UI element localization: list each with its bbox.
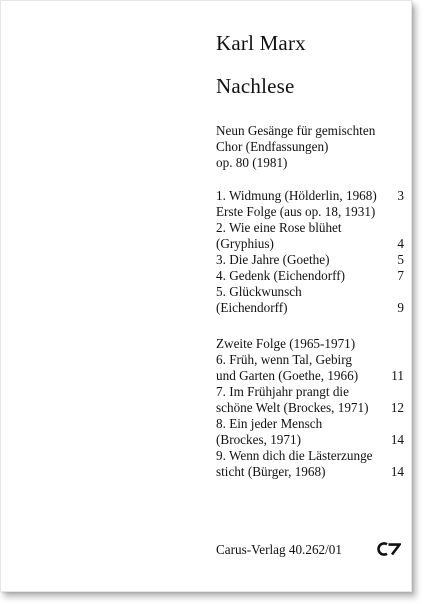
toc-entry — [216, 384, 404, 400]
toc-entry — [216, 204, 404, 220]
table-of-contents — [216, 188, 404, 480]
subtitle-line: Chor (Endfassungen) — [216, 139, 329, 154]
toc-entry-page: 9 — [397, 300, 404, 315]
toc-entry-text: 5. Glückwunsch — [216, 284, 302, 299]
toc-entry — [216, 352, 404, 368]
toc-entry-text: schöne Welt (Brockes, 1971) — [216, 400, 369, 415]
toc-entry — [216, 252, 404, 268]
toc-entry — [216, 188, 404, 204]
toc-entry-text: sticht (Bürger, 1968) — [216, 464, 326, 479]
toc-entry — [216, 284, 404, 300]
toc-entry — [216, 268, 404, 284]
toc-entry-page: 11 — [391, 368, 404, 383]
toc-entry-text: 2. Wie eine Rose blühet — [216, 220, 342, 235]
toc-entry — [216, 432, 404, 448]
toc-entry — [216, 336, 404, 352]
toc-section-gap — [216, 316, 404, 336]
carus-logo-icon — [375, 542, 401, 556]
publisher-line: Carus-Verlag 40.262/01 — [216, 542, 342, 557]
toc-entry-page: 5 — [397, 252, 404, 267]
toc-entry — [216, 368, 404, 384]
toc-entry-page: 4 — [397, 236, 404, 251]
toc-entry-text: 3. Die Jahre (Goethe) — [216, 252, 330, 267]
toc-entry-text: 4. Gedenk (Eichendorff) — [216, 268, 346, 283]
toc-entry-text: 6. Früh, wenn Tal, Gebirg — [216, 352, 352, 367]
toc-entry-text: 9. Wenn dich die Lästerzunge — [216, 448, 373, 463]
toc-entry-page: 14 — [390, 464, 404, 479]
work-title: Nachlese — [216, 74, 295, 98]
toc-entry-text: Zweite Folge (1965-1971) — [216, 336, 356, 351]
toc-entry-text: 7. Im Frühjahr prangt die — [216, 384, 349, 399]
composer-name: Karl Marx — [216, 31, 306, 55]
toc-entry — [216, 236, 404, 252]
toc-entry-text: 1. Widmung (Hölderlin, 1968) — [216, 188, 377, 203]
toc-entry-page: 12 — [390, 400, 404, 415]
subtitle-line: op. 80 (1981) — [216, 155, 288, 170]
work-subtitle — [216, 123, 396, 171]
toc-entry-page: 7 — [397, 268, 404, 283]
toc-entry — [216, 464, 404, 480]
toc-entry-text: (Brockes, 1971) — [216, 432, 301, 447]
subtitle-line: Neun Gesänge für gemischten — [216, 123, 376, 138]
toc-entry — [216, 220, 404, 236]
toc-entry-text: (Gryphius) — [216, 236, 274, 251]
toc-entry-page: 14 — [390, 432, 404, 447]
toc-entry — [216, 448, 404, 464]
toc-entry — [216, 416, 404, 432]
toc-entry-text: (Eichendorff) — [216, 300, 288, 315]
toc-entry-text: und Garten (Goethe, 1966) — [216, 368, 359, 383]
toc-entry-page: 3 — [397, 188, 404, 203]
toc-entry-text: 8. Ein jeder Mensch — [216, 416, 323, 431]
toc-entry — [216, 400, 404, 416]
toc-entry-text: Erste Folge (aus op. 18, 1931) — [216, 204, 376, 219]
toc-entry — [216, 300, 404, 316]
